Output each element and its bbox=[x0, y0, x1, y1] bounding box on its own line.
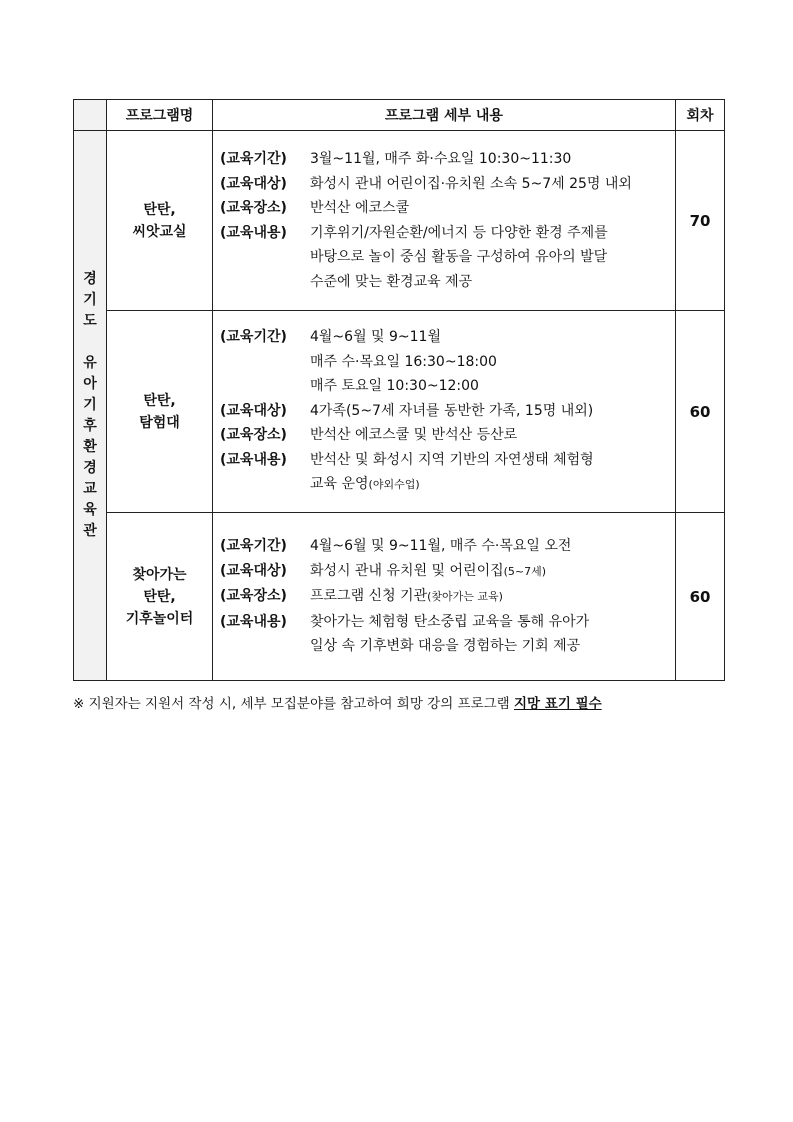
program-name-line: 찾아가는 bbox=[132, 566, 187, 583]
target-row bbox=[220, 559, 675, 585]
target-row bbox=[220, 172, 675, 197]
content-row bbox=[220, 610, 675, 659]
content-value: 일상 속 기후변화 대응을 경험하는 기회 제공 bbox=[310, 638, 581, 655]
program-name-line: 탄탄, bbox=[143, 588, 176, 605]
period-label: (교육기간) bbox=[220, 538, 287, 555]
place-value: 프로그램 신청 기관 bbox=[310, 588, 428, 605]
org-char: 유 bbox=[83, 355, 97, 371]
place-row bbox=[220, 584, 675, 610]
content-label: (교육내용) bbox=[220, 224, 287, 241]
place-note: (찾아가는 교육) bbox=[427, 590, 503, 604]
period-value: 4월~6월 및 9~11월, 매주 수·목요일 오전 bbox=[310, 538, 572, 555]
header-corner bbox=[74, 100, 107, 131]
place-label: (교육장소) bbox=[220, 427, 287, 444]
org-char: 육 bbox=[83, 502, 97, 518]
header-program-name: 프로그램명 bbox=[107, 100, 213, 131]
program-name-line: 탄탄, bbox=[143, 392, 176, 409]
org-char: 환 bbox=[83, 439, 97, 455]
table-row bbox=[74, 311, 725, 513]
period-label: (교육기간) bbox=[220, 329, 287, 346]
table-row bbox=[74, 131, 725, 311]
program-details bbox=[213, 131, 676, 311]
place-row bbox=[220, 423, 675, 448]
content-row bbox=[220, 221, 675, 295]
place-label: (교육장소) bbox=[220, 588, 287, 605]
table-header-row bbox=[74, 100, 725, 131]
period-row bbox=[220, 147, 675, 172]
content-label: (교육내용) bbox=[220, 613, 287, 630]
target-label: (교육대상) bbox=[220, 562, 287, 579]
content-row bbox=[220, 448, 675, 498]
session-count: 70 bbox=[676, 131, 725, 311]
session-count: 60 bbox=[676, 513, 725, 681]
period-value: 매주 수·목요일 16:30~18:00 bbox=[310, 353, 497, 370]
footnote-emphasis: 지망 표기 필수 bbox=[514, 696, 602, 712]
period-label: (교육기간) bbox=[220, 151, 287, 167]
content-value: 바탕으로 놀이 중심 활동을 구성하여 유아의 발달 bbox=[310, 249, 608, 265]
period-value: 4월~6월 및 9~11월 bbox=[310, 329, 441, 346]
place-value: 반석산 에코스쿨 bbox=[310, 200, 410, 216]
content-value: 교육 운영 bbox=[310, 476, 369, 493]
place-row bbox=[220, 196, 675, 221]
place-label: (교육장소) bbox=[220, 200, 287, 216]
header-details: 프로그램 세부 내용 bbox=[213, 100, 676, 131]
content-label: (교육내용) bbox=[220, 451, 287, 468]
program-name-line: 탐험대 bbox=[139, 414, 180, 431]
org-char: 관 bbox=[83, 523, 97, 539]
org-char: 교 bbox=[83, 481, 97, 497]
program-details bbox=[213, 311, 676, 513]
program-name-line: 탄탄, bbox=[143, 201, 176, 218]
program-name bbox=[107, 513, 213, 681]
target-row bbox=[220, 399, 675, 424]
program-name-line: 기후놀이터 bbox=[125, 610, 194, 627]
org-char: 후 bbox=[83, 418, 97, 434]
org-char: 경 bbox=[83, 271, 97, 287]
footnote-text: ※ 지원자는 지원서 작성 시, 세부 모집분야를 참고하여 희망 강의 프로그램 bbox=[73, 696, 514, 712]
target-value: 4가족(5~7세 자녀를 동반한 가족, 15명 내외) bbox=[310, 402, 594, 419]
period-value: 3월~11월, 매주 화·수요일 10:30~11:30 bbox=[310, 151, 572, 167]
target-value: 화성시 관내 유치원 및 어린이집 bbox=[310, 562, 504, 579]
org-char: 아 bbox=[83, 376, 97, 392]
content-value: 반석산 및 화성시 지역 기반의 자연생태 체험형 bbox=[310, 451, 594, 468]
session-count: 60 bbox=[676, 311, 725, 513]
content-value: 수준에 맞는 환경교육 제공 bbox=[310, 273, 473, 290]
program-table bbox=[73, 99, 725, 681]
program-details bbox=[213, 513, 676, 681]
period-row bbox=[220, 325, 675, 399]
program-name-line: 씨앗교실 bbox=[132, 223, 187, 240]
org-char: 경 bbox=[83, 460, 97, 476]
content-note: (야외수업) bbox=[368, 478, 420, 492]
target-value: 화성시 관내 어린이집·유치원 소속 5~7세 25명 내외 bbox=[310, 175, 632, 192]
footnote bbox=[73, 692, 733, 712]
target-note: (5~7세) bbox=[503, 564, 547, 578]
org-char: 기 bbox=[83, 292, 97, 308]
target-label: (교육대상) bbox=[220, 402, 287, 419]
period-row bbox=[220, 534, 675, 559]
content-value: 기후위기/자원순환/에너지 등 다양한 환경 주제를 bbox=[310, 224, 608, 241]
org-gap bbox=[74, 332, 106, 353]
place-value: 반석산 에코스쿨 및 반석산 등산로 bbox=[310, 427, 518, 444]
table-row bbox=[74, 513, 725, 681]
program-name bbox=[107, 311, 213, 513]
org-char: 기 bbox=[83, 397, 97, 413]
org-char: 도 bbox=[83, 313, 97, 329]
target-label: (교육대상) bbox=[220, 175, 287, 192]
program-name bbox=[107, 131, 213, 311]
content-value: 찾아가는 체험형 탄소중립 교육을 통해 유아가 bbox=[310, 613, 590, 630]
period-value: 매주 토요일 10:30~12:00 bbox=[310, 378, 479, 395]
organization-cell bbox=[74, 131, 107, 681]
header-sessions: 회차 bbox=[676, 100, 725, 131]
